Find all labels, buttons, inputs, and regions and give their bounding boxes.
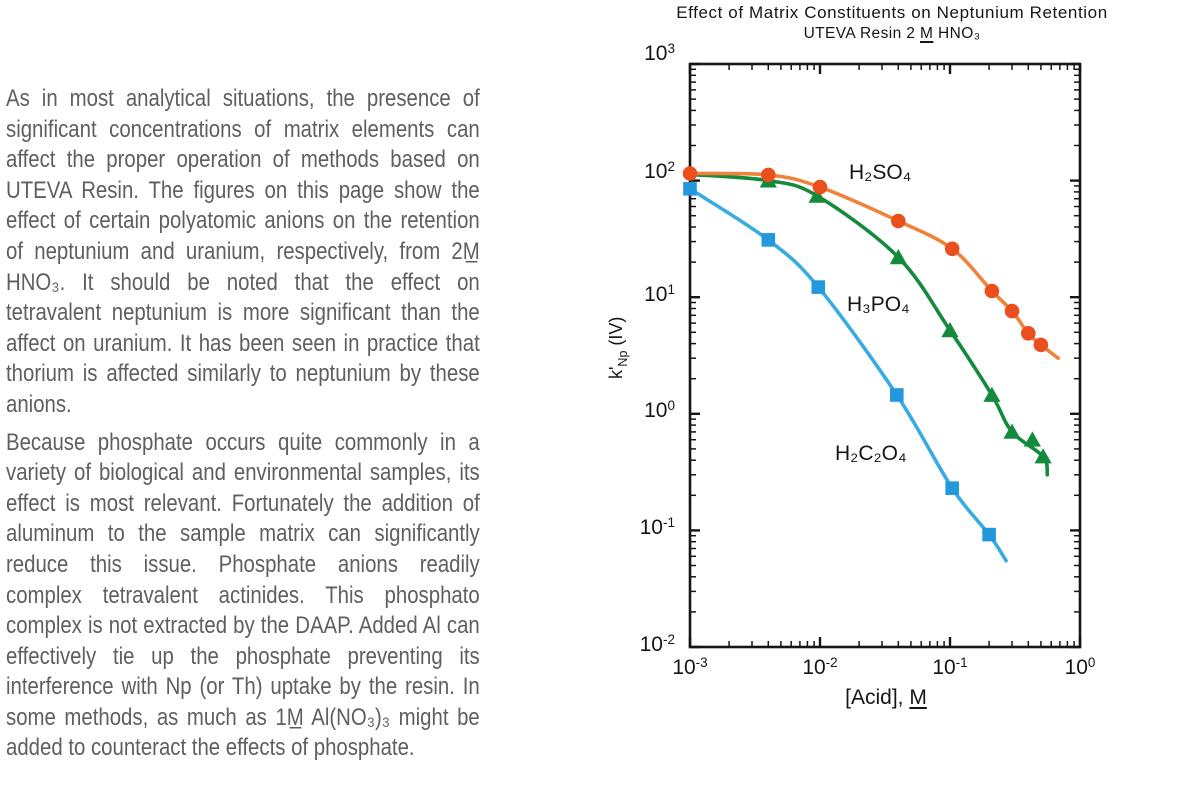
chart-title: Effect of Matrix Constituents on Neptunium Retention — [676, 3, 1108, 22]
series-h2so4-markers — [683, 166, 1048, 352]
y-tick-1e0: $10^0$ — [644, 398, 675, 422]
series-h2c2o4-markers — [683, 182, 996, 541]
series-h2c2o4-curve — [690, 189, 1006, 561]
y-tick-1e1: $10^1$ — [644, 282, 675, 306]
series-h3po4-curve — [690, 174, 1047, 474]
paragraph-phosphate: Because phosphate occurs quite commonly in a variety of biological and environmental samples, its effect is most relevant. Fortunately the addition of aluminum to the sample matrix can significantly reduce this issue. Phosphate anions readily complex tetravalent actinides. This phosphato complex is not extracted by the DAAP. Added Al can effectively tie up the phosphate preventing its interference with Np (or Th) uptake by the resin. In some methods, as much as 1M̲ Al(NO₃)₃ might be added to counteract the effects of phosphate. — [6, 428, 480, 762]
series-h3po4-markers — [760, 172, 1052, 463]
y-tick-1e2: $10^2$ — [644, 159, 675, 183]
y-axis-title: $k'_{Np}$ (IV) — [606, 316, 630, 380]
y-tick-1e3: $10^3$ — [644, 41, 675, 65]
series-h2so4-curve — [690, 173, 1058, 358]
x-tick-1e0: $10^0$ — [1064, 655, 1096, 679]
paragraph-matrix-effects: As in most analytical situations, the presence of significant concentrations of matrix elements can affect the proper operation of methods based on UTEVA Resin. The figures on this page show the effect of certain polyatomic anions on the retention of neptunium and uranium, respectively, from 2M̲ HNO₃. It should be noted that the effect on tetravalent neptunium is more significant than the affect on uranium. It has been seen in practice that thorium is affected similarly to neptunium by these anions. — [6, 85, 480, 418]
axis-frame — [690, 64, 1080, 647]
y-tick-1e-2: $10^{-2}$ — [639, 632, 675, 656]
x-tick-1e-2: $10^{-2}$ — [802, 655, 838, 679]
axis-ticks — [690, 64, 1080, 647]
series-label-h3po4: H₃PO₄ — [847, 293, 910, 316]
y-tick-1e-1: $10^{-1}$ — [639, 515, 675, 539]
series-label-h2so4: H₂SO₄ — [849, 161, 912, 184]
x-axis-title: [Acid], M — [845, 686, 927, 709]
chart-subtitle: UTEVA Resin 2 M HNO₃ — [803, 25, 981, 42]
x-tick-1e-1: $10^{-1}$ — [932, 655, 968, 679]
series-label-h2c2o4: H₂C₂O₄ — [835, 442, 907, 465]
x-tick-1e-3: $10^{-3}$ — [672, 655, 708, 679]
body-text-column — [6, 84, 480, 771]
